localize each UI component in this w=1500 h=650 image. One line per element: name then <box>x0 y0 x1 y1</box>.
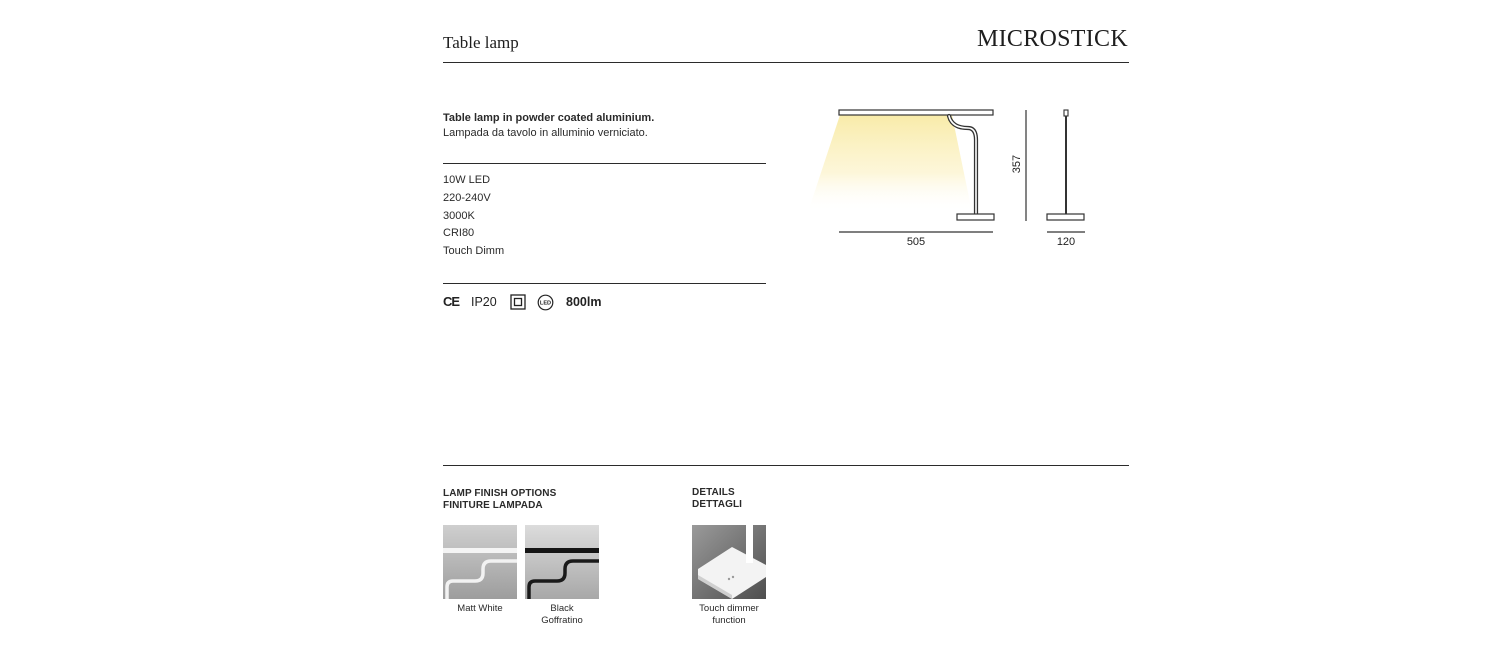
svg-text:LED: LED <box>539 300 552 307</box>
height-dimension-label: 357 <box>1011 154 1023 174</box>
details-heading-it: DETTAGLI <box>692 499 743 510</box>
side-head <box>1064 110 1068 116</box>
description-en: Table lamp in powder coated aluminium. <box>443 112 655 124</box>
details-heading <box>692 487 742 511</box>
side-view-drawing <box>1040 105 1095 235</box>
lamp-base <box>957 214 994 220</box>
spec-item: Touch Dimm <box>443 245 505 258</box>
spec-list <box>443 172 504 261</box>
spec-item: 3000K <box>443 209 475 222</box>
spec-item: CRI80 <box>443 227 475 240</box>
depth-dimension-label: 120 <box>1056 236 1076 248</box>
specs-divider <box>443 283 766 284</box>
finish-heading <box>443 488 556 512</box>
finish-heading-en: LAMP FINISH OPTIONS <box>443 488 557 499</box>
description-divider <box>443 163 766 164</box>
ce-mark: CE <box>443 294 460 309</box>
side-base <box>1047 214 1084 220</box>
product-name: MICROSTICK <box>976 26 1128 52</box>
finish-caption-matt-white: Matt White <box>457 603 503 614</box>
finish-caption-black-goffratino <box>523 603 601 626</box>
ip-rating: IP20 <box>471 295 497 309</box>
detail-caption-line: function <box>712 614 746 626</box>
details-heading-en: DETAILS <box>692 487 735 498</box>
front-view-drawing <box>800 100 1005 250</box>
header-divider <box>443 62 1129 63</box>
page-category: Table lamp <box>443 33 519 52</box>
product-description <box>443 111 773 141</box>
spec-item: 220-240V <box>443 191 491 204</box>
lumen-output: 800lm <box>566 295 602 309</box>
finish-heading-it: FINITURE LAMPADA <box>443 500 543 511</box>
width-dimension-label: 505 <box>906 236 926 248</box>
spec-item: 10W LED <box>443 174 491 186</box>
section-divider <box>443 465 1129 466</box>
detail-caption-line: Touch dimmer <box>699 603 759 614</box>
certification-row <box>443 293 643 313</box>
light-beam <box>808 115 972 212</box>
description-it: Lampada da tavolo in alluminio verniciato. <box>443 127 648 139</box>
finish-caption-line: Black <box>550 603 574 614</box>
lamp-head <box>839 110 993 115</box>
finish-swatch-black-goffratino[interactable] <box>525 525 599 599</box>
double-insulation-icon <box>510 294 526 315</box>
finish-caption-line: Goffratino <box>541 614 583 626</box>
led-icon <box>537 294 554 316</box>
detail-image-touch-dimmer[interactable] <box>692 525 766 599</box>
detail-caption-touch-dimmer <box>686 603 772 626</box>
finish-swatch-matt-white[interactable] <box>443 525 517 599</box>
